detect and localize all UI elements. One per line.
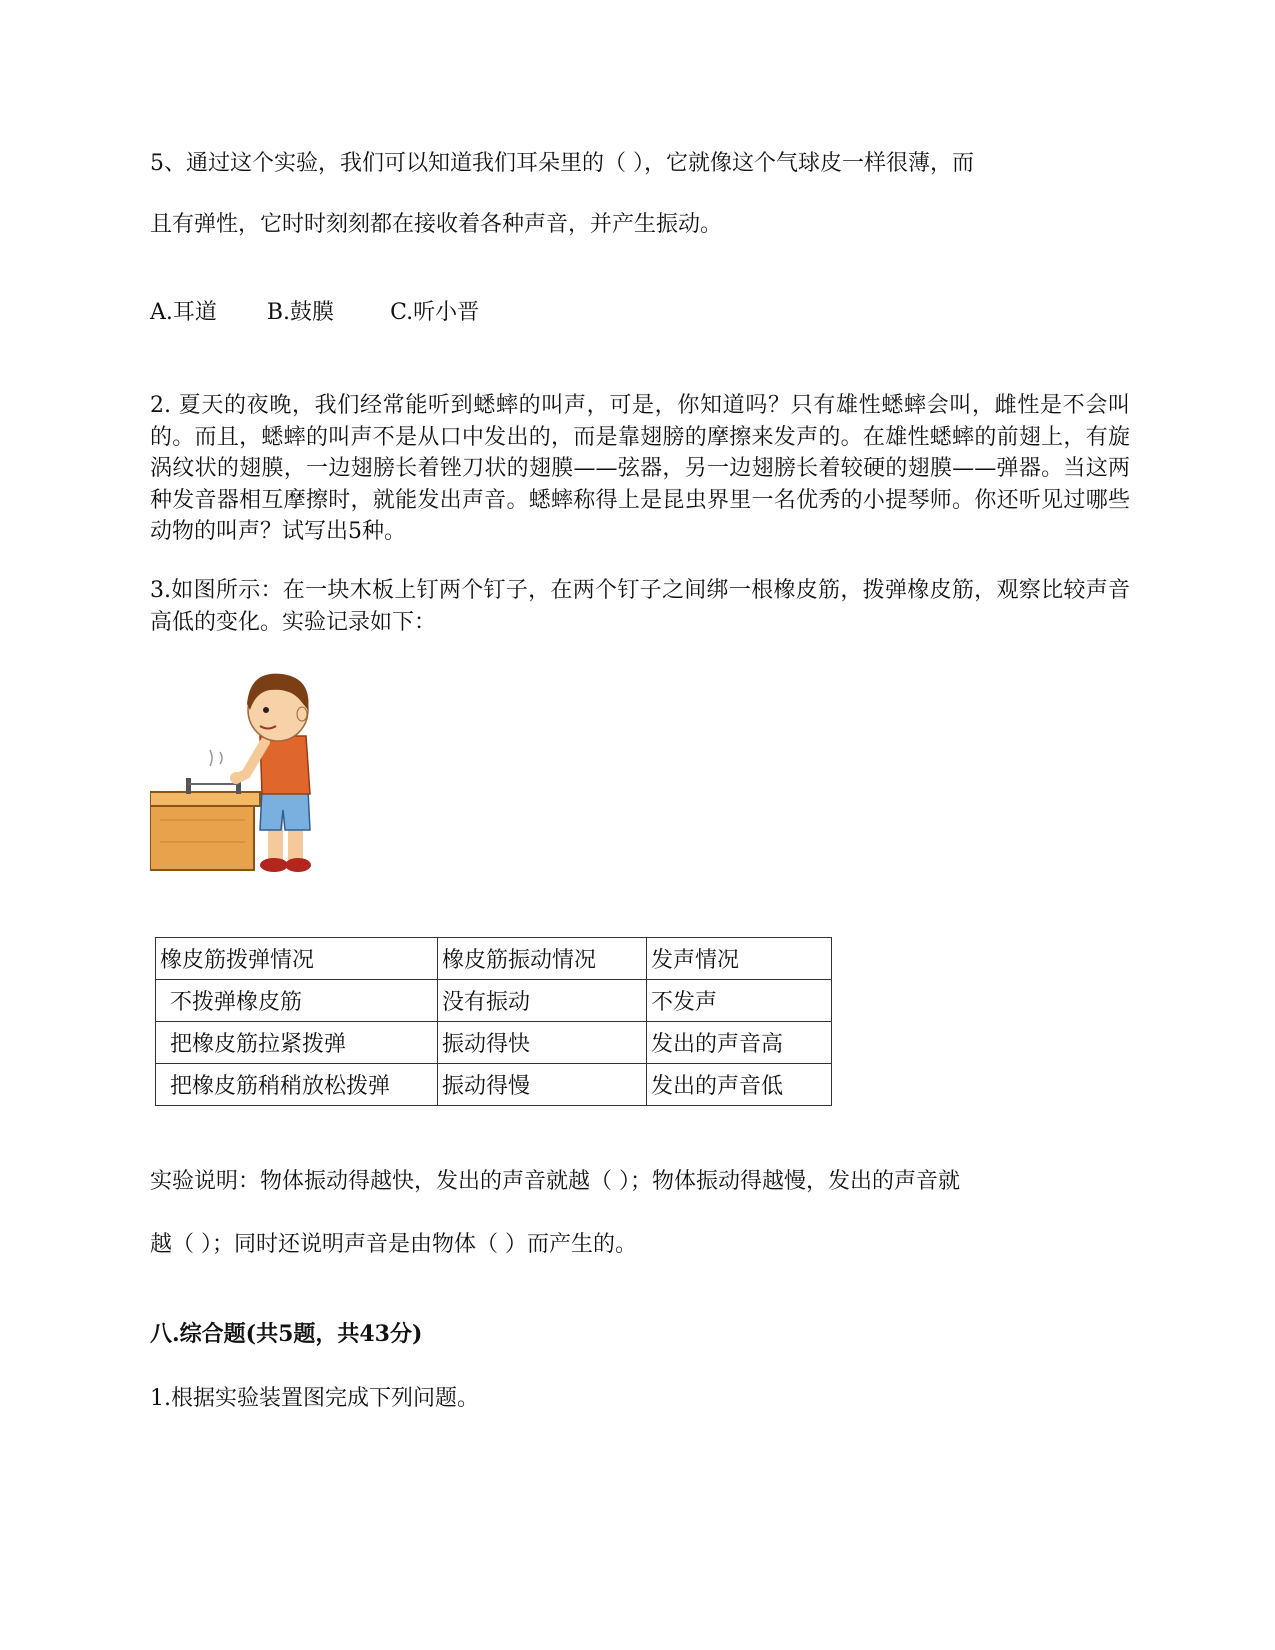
q5-line-2: 且有弹性，它时时刻刻都在接收着各种声音，并产生振动。 [150,212,723,237]
experiment-record-table [155,937,832,1106]
section8-q1: 1.根据实验装置图完成下列问题。 [150,1386,479,1411]
table-cell: 不拨弹橡皮筋 [156,980,438,1022]
table-cell: 振动得快 [438,1022,647,1064]
table-cell: 振动得慢 [438,1064,647,1106]
option-a: A.耳道 [150,300,217,325]
table-cell: 把橡皮筋稍稍放松拨弹 [156,1064,438,1106]
table-header-row [156,938,832,980]
q2-paragraph: 2. 夏天的夜晚，我们经常能听到蟋蟀的叫声，可是，你知道吗？只有雄性蟋蟀会叫，雌性是不会叫的。而且，蟋蟀的叫声不是从口中发出的，而是靠翅膀的摩擦来发声的。在雄性蟋蟀的前翅上，有旋涡纹状的翅膜，一边翅膀长着锉刀状的翅膜——弦器，另一边翅膀长着较硬的翅膜——弹器。当这两种发音器相互摩擦时，就能发出声音。蟋蟀称得上是昆虫界里一名优秀的小提琴师。你还听见过哪些动物的叫声？试写出5种。 [150,393,1130,544]
table-header-cell: 橡皮筋拨弹情况 [156,938,438,980]
boy-plucking-rubber-band-illustration [150,670,315,880]
q3-explain-line-2: 越（ ）；同时还说明声音是由物体（ ）而产生的。 [150,1232,637,1257]
table-cell: 把橡皮筋拉紧拨弹 [156,1022,438,1064]
table-cell: 不发声 [647,980,832,1022]
q3-explain-line-1: 实验说明：物体振动得越快，发出的声音就越（ ）；物体振动得越慢，发出的声音就 [150,1169,960,1194]
table-cell: 没有振动 [438,980,647,1022]
option-c: C.听小晋 [390,300,480,325]
table-header-cell: 橡皮筋振动情况 [438,938,647,980]
table-header-cell: 发声情况 [647,938,832,980]
option-b: B.鼓膜 [266,300,335,325]
table-row [156,980,832,1022]
table-cell: 发出的声音低 [647,1064,832,1106]
q5-options [150,297,1130,329]
table-cell: 发出的声音高 [647,1022,832,1064]
q5-line-1: 5、通过这个实验，我们可以知道我们耳朵里的（ ），它就像这个气球皮一样很薄，而 [150,151,974,176]
q3-paragraph: 3.如图所示：在一块木板上钉两个钉子，在两个钉子之间绑一根橡皮筋，拨弹橡皮筋，观察比较声音高低的变化。实验记录如下： [150,578,1130,635]
table-row [156,1022,832,1064]
table-row [156,1064,832,1106]
section-title: 八.综合题(共5题，共43分) [150,1321,423,1347]
